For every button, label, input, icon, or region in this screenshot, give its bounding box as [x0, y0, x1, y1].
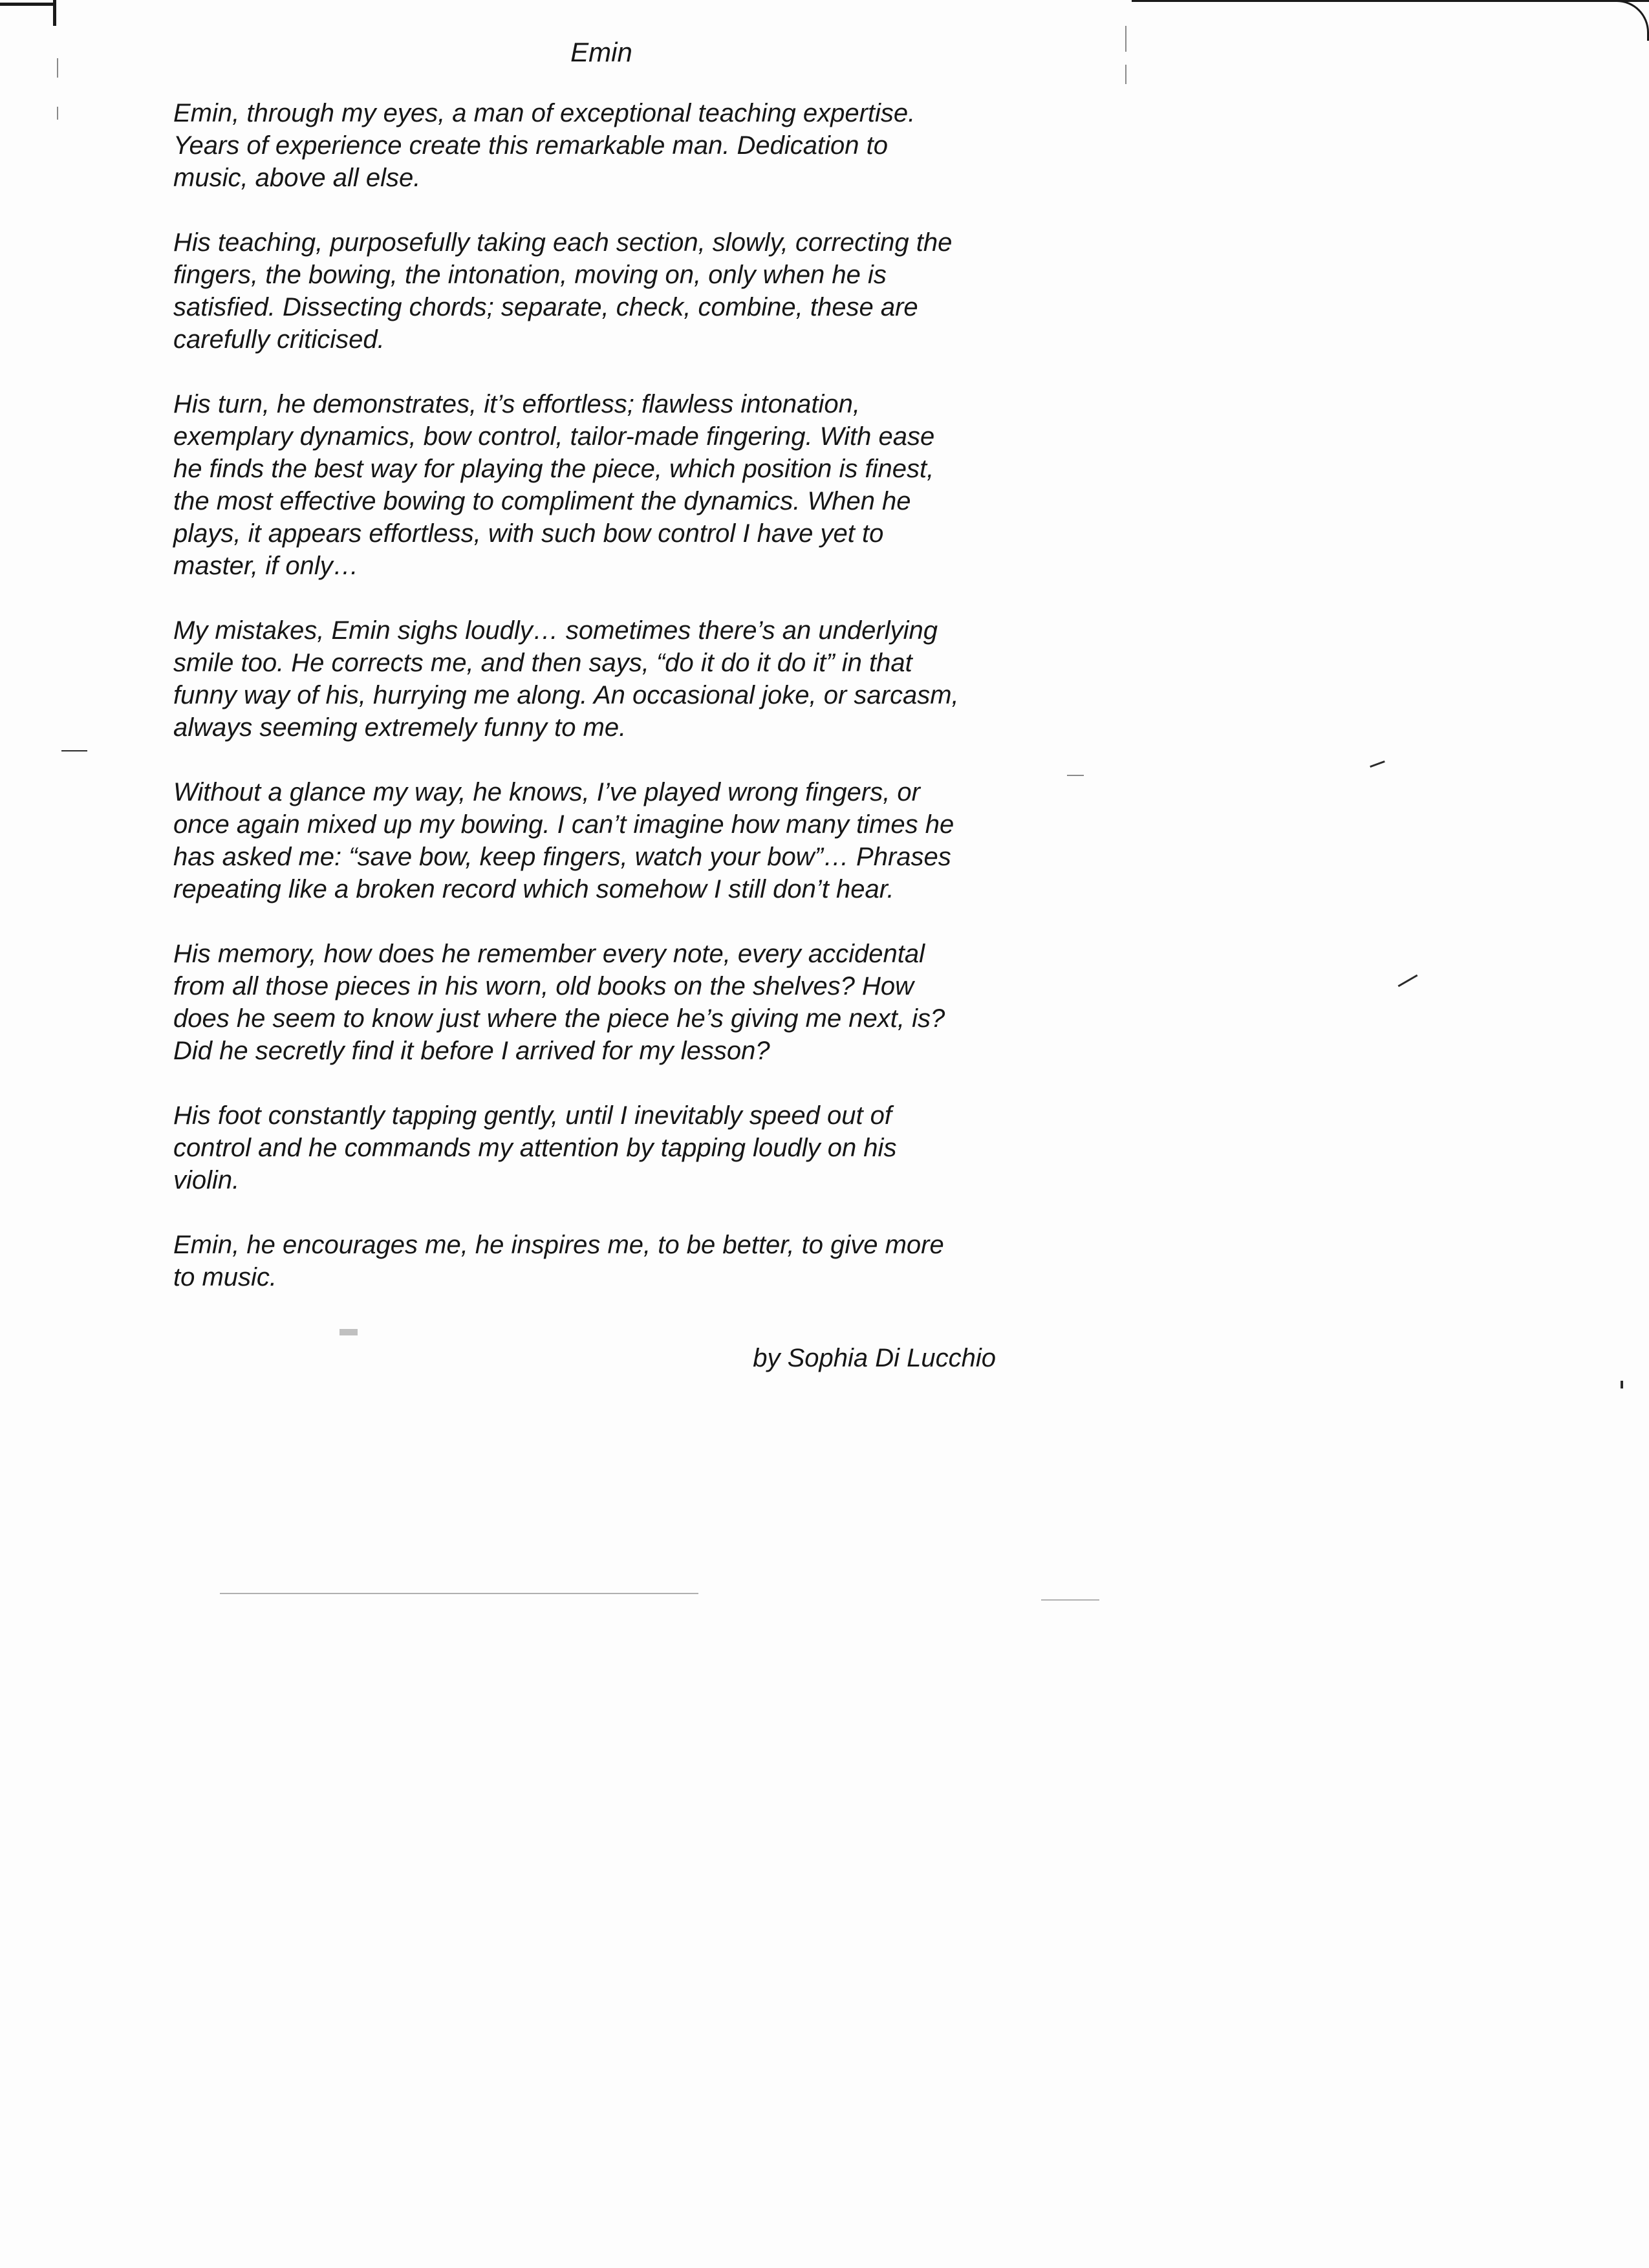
scan-edge-top-left: [0, 3, 53, 6]
scan-speck: [57, 107, 58, 120]
scan-speck: [61, 750, 87, 751]
essay-body: [173, 97, 1014, 1326]
scan-speck: [220, 1593, 698, 1594]
scan-edge-top-right: [1132, 0, 1649, 2]
author-signature: by Sophia Di Lucchio: [753, 1344, 996, 1372]
scan-speck: [1067, 775, 1084, 776]
paragraph: My mistakes, Emin sighs loudly… sometimes there’s an underlying smile too. He corrects me, and then says, “do it do it do it” in that funny way of his, hurrying me along. An occasional joke, or sarcasm, always seeming extremely funny to me.: [173, 616, 959, 742]
page-title: Emin: [570, 37, 632, 67]
paragraph: His teaching, purposefully taking each section, slowly, correcting the fingers, the bowing, the intonation, moving on, only when he is satisfied. Dissecting chords; separate, check, combine, these are carefully criticised.: [173, 228, 953, 354]
paragraph: His memory, how does he remember every note, every accidental from all those pieces in his worn, old books on the shelves? How does he seem to know just where the piece he’s giving me next, is? Did he secretly find it before I arrived for my lesson?: [173, 940, 945, 1065]
paragraph: Without a glance my way, he knows, I’ve played wrong fingers, or once again mixed up my bowing. I can’t imagine how many times he has asked me: “save bow, keep fingers, watch your bow”… Phrases repeating like a broken record which somehow I still don’t hear.: [173, 778, 954, 903]
scan-edge-corner: [1608, 0, 1649, 41]
paragraph: His foot constantly tapping gently, until I inevitably speed out of control and he commands my attention by tapping loudly on his violin.: [173, 1101, 897, 1194]
scan-speck: [1370, 761, 1385, 768]
paragraph: His turn, he demonstrates, it’s effortless; flawless intonation, exemplary dynamics, bow control, tailor-made fingering. With ease he finds the best way for playing the piece, which position is finest, the most effective bowing to compliment the dynamics. When he plays, it appears effortless, with such bow control I have yet to master, if only…: [173, 390, 935, 580]
paragraph: Emin, he encourages me, he inspires me, to be better, to give more to music.: [173, 1231, 944, 1291]
scan-speck: [1398, 975, 1418, 988]
scan-speck: [1041, 1599, 1099, 1601]
scan-speck: [339, 1329, 358, 1335]
scan-edge-left-tick: [53, 0, 56, 26]
paragraph: Emin, through my eyes, a man of exceptional teaching expertise. Years of experience create this remarkable man. Dedication to music, above all else.: [173, 99, 916, 192]
scan-speck: [1621, 1381, 1623, 1388]
